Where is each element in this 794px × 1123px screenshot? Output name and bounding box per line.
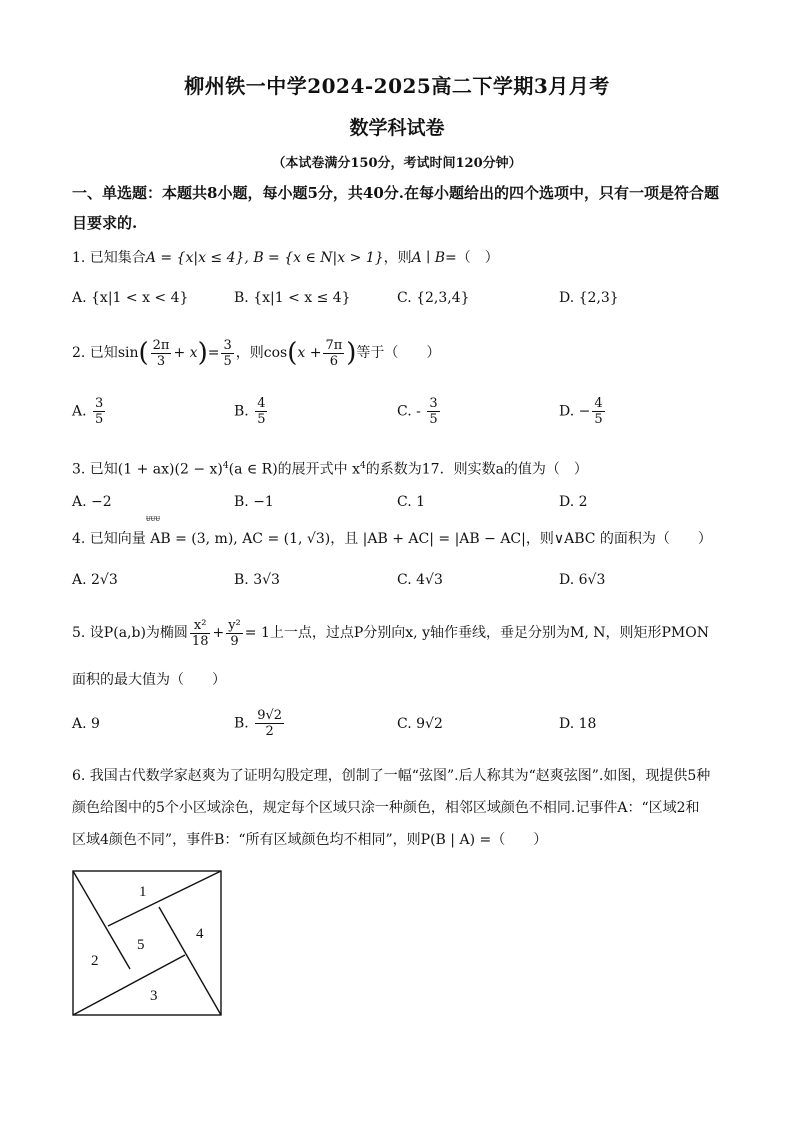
q3-option-d: D. 2 <box>559 494 588 510</box>
q1-option-b: B. {x|1 < x ≤ 4} <box>234 290 351 306</box>
exam-note: （本试卷满分150分，考试时间120分钟） <box>272 156 522 171</box>
q5-prefix: 5. 设P(a,b)为椭圆 <box>72 625 188 641</box>
q1-then: ，则 <box>383 250 412 266</box>
question-5-line2: 面积的最大值为（ ） <box>72 672 226 688</box>
q3-end: 的系数为17．则实数a的值为（ ） <box>365 461 588 478</box>
q5-option-b: B. $\frac{9√2}{2}$ <box>234 708 283 739</box>
q2-prefix: 2. 已知 <box>72 345 118 361</box>
q5-plus: + <box>212 625 225 641</box>
q2-option-d: D. − $\frac{4}{5}$ <box>559 396 603 427</box>
q1-option-a: A. {x|1 < x < 4} <box>72 290 189 306</box>
region-3-label: 3 <box>150 988 158 1004</box>
q4-option-d: D. 6√3 <box>559 572 606 588</box>
q1-end: =（ ） <box>444 250 499 266</box>
question-6-line1: 6. 我国古代数学家赵爽为了证明勾股定理，创制了一幅“弦图”.后人称其为“赵爽弦图”.如图，现提供5种 <box>72 768 711 784</box>
q4-vector-marks: ᵾᵾᵾ <box>146 514 161 523</box>
q2-option-c: C. - $\frac{3}{5}$ <box>397 396 438 427</box>
q1-option-c: C. {2,3,4} <box>397 290 470 306</box>
q1-prefix: 1. 已知集合 <box>72 250 146 266</box>
q3-option-b: B. −1 <box>234 494 274 510</box>
question-5-options <box>72 708 732 752</box>
q5-option-a: A. 9 <box>72 716 100 732</box>
region-4-label: 4 <box>196 926 204 942</box>
subject-title: 数学科试卷 <box>349 117 445 139</box>
q2-cos: cos <box>263 345 288 361</box>
question-3-stem <box>72 453 732 483</box>
question-6-line2: 颜色给图中的5个小区域涂色，规定每个区域只涂一种颜色，相邻区域颜色不相同.记事件A：“区域2和 <box>72 800 700 816</box>
q4-option-b: B. 3√3 <box>234 572 280 588</box>
q5-frac-x: $\frac{\text{x²}}{18}$ <box>191 617 209 649</box>
region-2-label: 2 <box>91 953 99 969</box>
region-5-label: 5 <box>137 937 145 953</box>
q2-sin: sin <box>117 345 139 361</box>
q2-cos-arg: x + <box>297 345 322 361</box>
question-6-line3: 区域4颜色不同”，事件B：“所有区域颜色均不相同”，则P(B | A) =（ ） <box>72 832 548 848</box>
question-4-options <box>72 572 732 602</box>
q3-expr: 3. 已知(1 + ax)(2 − x) <box>72 461 223 478</box>
q2-eq: = <box>207 345 220 361</box>
q2-then: ，则 <box>235 345 264 361</box>
q3-domain: (a ∈ R)的展开式中 x <box>228 461 361 478</box>
q5-option-c: C. 9√2 <box>397 716 443 732</box>
exam-title: 柳州铁一中学2024-2025高二下学期3月月考 <box>184 74 610 98</box>
question-2-options <box>72 396 732 436</box>
q5-option-d: D. 18 <box>559 716 597 732</box>
q1-option-d: D. {2,3} <box>559 290 619 306</box>
question-4-stem: 4. 已知向量 AB = (3, m), AC = (1, √3)，且 |AB + AC| = |AB − AC|，则∨ABC 的面积为（ ） <box>72 531 712 547</box>
question-2-stem: 2. 已知sin( $\frac{2\pi}{3}$ + x)= $\frac{3}{5}$ ，则cos(x + $\frac{7\pi}{6}$ )等于（ ） <box>72 337 441 369</box>
q1-expr: A ∣ B <box>411 250 445 266</box>
question-5-stem <box>72 616 732 650</box>
q4-option-a: A. 2√3 <box>72 572 118 588</box>
q3-option-a: A. −2 <box>72 494 112 510</box>
q5-frac-y: $\frac{\text{y²}}{9}$ <box>228 617 241 649</box>
q5-eq: = 1 <box>244 625 270 641</box>
q3-power-2: 4 <box>360 461 366 471</box>
region-1-label: 1 <box>139 884 147 900</box>
question-1-stem <box>72 245 732 271</box>
q2-option-b: B. $\frac{4}{5}$ <box>234 396 266 427</box>
zhao-shuang-diagram <box>72 870 222 1016</box>
q3-option-c: C. 1 <box>397 494 426 510</box>
outer-square <box>73 871 221 1015</box>
q2-end: 等于（ ） <box>356 345 441 361</box>
section-heading: 一、单选题：本题共8小题，每小题5分，共40分.在每小题给出的四个选项中，只有一项是符合题目要求的. <box>72 184 719 232</box>
q3-power: 4 <box>222 461 229 471</box>
q2-rhs: $\frac{3}{5}$ <box>223 337 232 369</box>
q2-cos-frac: $\frac{7\pi}{6}$ <box>325 337 343 369</box>
q2-plus-x: + x <box>173 345 198 361</box>
q4-option-c: C. 4√3 <box>397 572 443 588</box>
q5-rest: 上一点，过点P分别向x, y轴作垂线，垂足分别为M, N，则矩形PMON <box>269 625 709 641</box>
q2-frac: $\frac{2\pi}{3}$ <box>152 337 170 369</box>
question-1-options <box>72 290 732 320</box>
q1-sets: A = {x|x ≤ 4}, B = {x ∈ N|x > 1} <box>145 250 384 266</box>
q2-option-a: A. $\frac{3}{5}$ <box>72 396 104 427</box>
